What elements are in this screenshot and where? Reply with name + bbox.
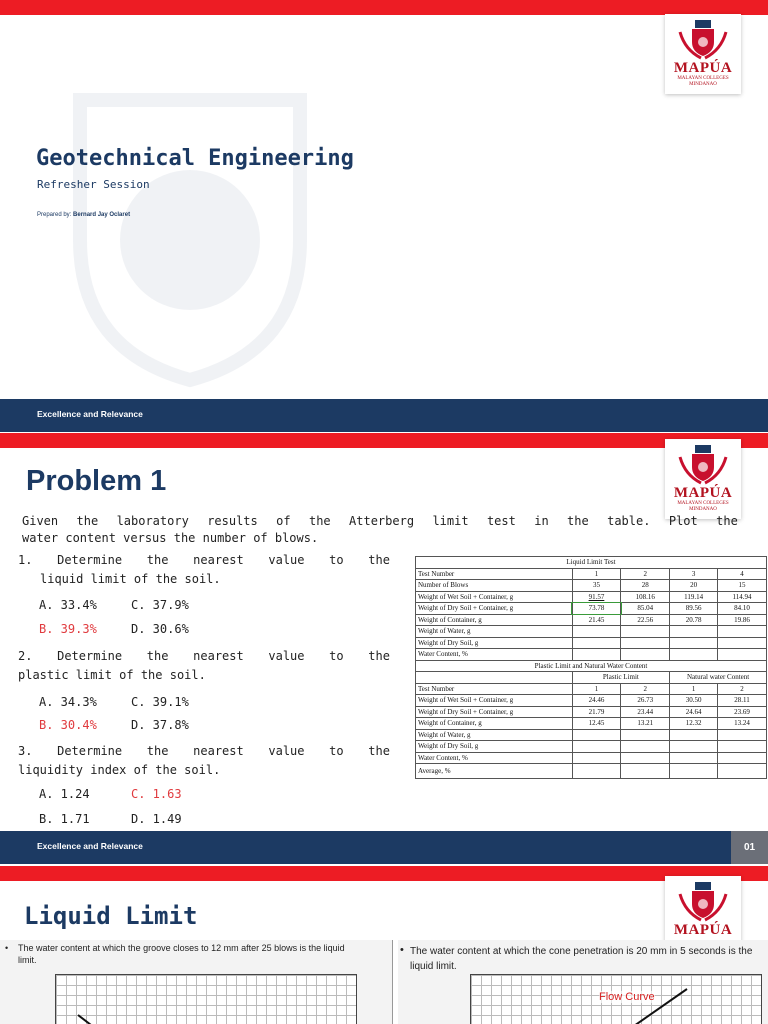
table-row: Weight of Dry Soil + Container, g 73.78 85.04 89.56 84.10 — [416, 603, 767, 615]
option-3d: D. 1.49 — [131, 812, 182, 826]
option-1c: C. 37.9% — [131, 598, 189, 612]
table-row: Weight of Dry Soil + Container, g 21.79 23.44 24.64 23.69 — [416, 706, 767, 718]
question-2-line-1: 2. Determine the nearest value to the — [18, 649, 390, 663]
casagrande-graph — [55, 974, 357, 1024]
option-1d: D. 30.6% — [131, 622, 189, 636]
top-red-bar — [0, 433, 768, 448]
liquid-limit-title: Liquid Limit — [24, 902, 198, 930]
question-1-line-2: liquid limit of the soil. — [40, 572, 221, 586]
option-3c-answer: C. 1.63 — [131, 787, 182, 801]
option-3b: B. 1.71 — [39, 812, 90, 826]
problem-title: Problem 1 — [26, 465, 167, 497]
top-red-bar — [0, 866, 768, 881]
intro-line-2: water content versus the number of blows. — [22, 531, 319, 545]
mapua-logo — [665, 876, 741, 946]
logo-name: MAPÚA — [673, 485, 733, 501]
crest-watermark-icon — [40, 90, 340, 390]
logo-name: MAPÚA — [673, 60, 733, 76]
table-row: Average, % — [416, 764, 767, 779]
option-2b-answer: B. 30.4% — [39, 718, 97, 732]
casagrande-text: The water content at which the groove closes to 12 mm after 25 blows is the liquid limit. — [18, 943, 345, 965]
table-row: Weight of Container, g 21.45 22.56 20.78 19.86 — [416, 614, 767, 626]
intro-line-1: Given the laboratory results of the Atterberg limit test in the table. Plot the — [22, 514, 738, 528]
question-1-line-1: 1. Determine the nearest value to the — [18, 553, 390, 567]
option-2a: A. 34.3% — [39, 695, 97, 709]
mapua-logo — [665, 14, 741, 94]
flow-line — [56, 975, 356, 1024]
question-2-line-2: plastic limit of the soil. — [18, 668, 206, 682]
ll-header: Liquid Limit Test — [416, 557, 767, 569]
atterberg-table — [415, 556, 767, 779]
question-1-options-2 — [39, 622, 189, 636]
option-2d: D. 37.8% — [131, 718, 189, 732]
cone-text: The water content at which the cone penetration is 20 mm in 5 seconds is the liquid limit. — [410, 946, 753, 972]
logo-subtitle: MALAYAN COLLEGES MINDANAO — [677, 76, 729, 87]
question-3-options-2 — [39, 812, 182, 826]
table-row: Number of Blows 35 28 20 15 — [416, 580, 767, 592]
question-2-options-2 — [39, 718, 189, 732]
table-row: Water Content, % — [416, 649, 767, 661]
table-row: Weight of Container, g 12.45 13.21 12.32 13.24 — [416, 718, 767, 730]
slide-title — [0, 0, 768, 432]
table-row: Weight of Dry Soil, g — [416, 741, 767, 753]
table-row: Test Number 1 2 3 4 — [416, 568, 767, 580]
mapua-logo — [665, 439, 741, 519]
logo-name: MAPÚA — [673, 922, 733, 938]
table-row: Test Number 1 2 1 2 — [416, 683, 767, 695]
question-3 — [18, 742, 390, 780]
top-red-bar — [0, 0, 768, 15]
question-1 — [18, 551, 390, 589]
bullet-dot: • — [5, 943, 9, 953]
crest-icon — [677, 18, 729, 60]
cone-graph — [470, 974, 762, 1024]
table-row: Weight of Wet Soil + Container, g 24.46 26.73 30.50 28.11 — [416, 695, 767, 707]
page-number: 01 — [731, 831, 768, 864]
option-1a: A. 33.4% — [39, 598, 97, 612]
question-3-line-2: liquidity index of the soil. — [18, 763, 221, 777]
footer-text: Excellence and Relevance — [37, 841, 143, 851]
crest-icon — [677, 443, 729, 485]
cone-panel — [398, 940, 768, 1024]
casagrande-panel — [0, 940, 393, 1024]
logo-subtitle: MALAYAN COLLEGES MINDANAO — [677, 501, 729, 512]
crest-icon — [677, 880, 729, 922]
question-1-options — [39, 598, 189, 612]
presentation-title: Geotechnical Engineering — [36, 146, 354, 171]
option-2c: C. 39.1% — [131, 695, 189, 709]
table-row: Water Content, % — [416, 752, 767, 764]
question-2-options — [39, 695, 189, 709]
option-1b-answer: B. 39.3% — [39, 622, 97, 636]
prepared-by: Prepared by: Bernard Jay Oclaret — [37, 212, 131, 218]
table-row: Weight of Water, g — [416, 729, 767, 741]
footer-text: Excellence and Relevance — [37, 409, 143, 419]
flow-curve-label: Flow Curve — [599, 991, 655, 1003]
question-3-line-1: 3. Determine the nearest value to the — [18, 744, 390, 758]
footer-bar — [0, 399, 768, 432]
option-3a: A. 1.24 — [39, 787, 90, 801]
footer-bar — [0, 831, 768, 864]
pl-header: Plastic Limit and Natural Water Content — [416, 660, 767, 672]
question-2 — [18, 647, 390, 685]
presentation-subtitle: Refresher Session — [37, 178, 150, 191]
table-row: Weight of Water, g — [416, 626, 767, 638]
table-row: Plastic Limit Natural water Content — [416, 672, 767, 684]
problem-intro — [22, 513, 738, 547]
table-row: Weight of Wet Soil + Container, g 91.57 108.16 119.14 114.94 — [416, 591, 767, 603]
slide-liquid-limit — [0, 866, 768, 1024]
question-3-options — [39, 787, 182, 801]
slide-problem-1 — [0, 433, 768, 866]
bullet-dot: • — [400, 944, 404, 956]
table-row: Weight of Dry Soil, g — [416, 637, 767, 649]
